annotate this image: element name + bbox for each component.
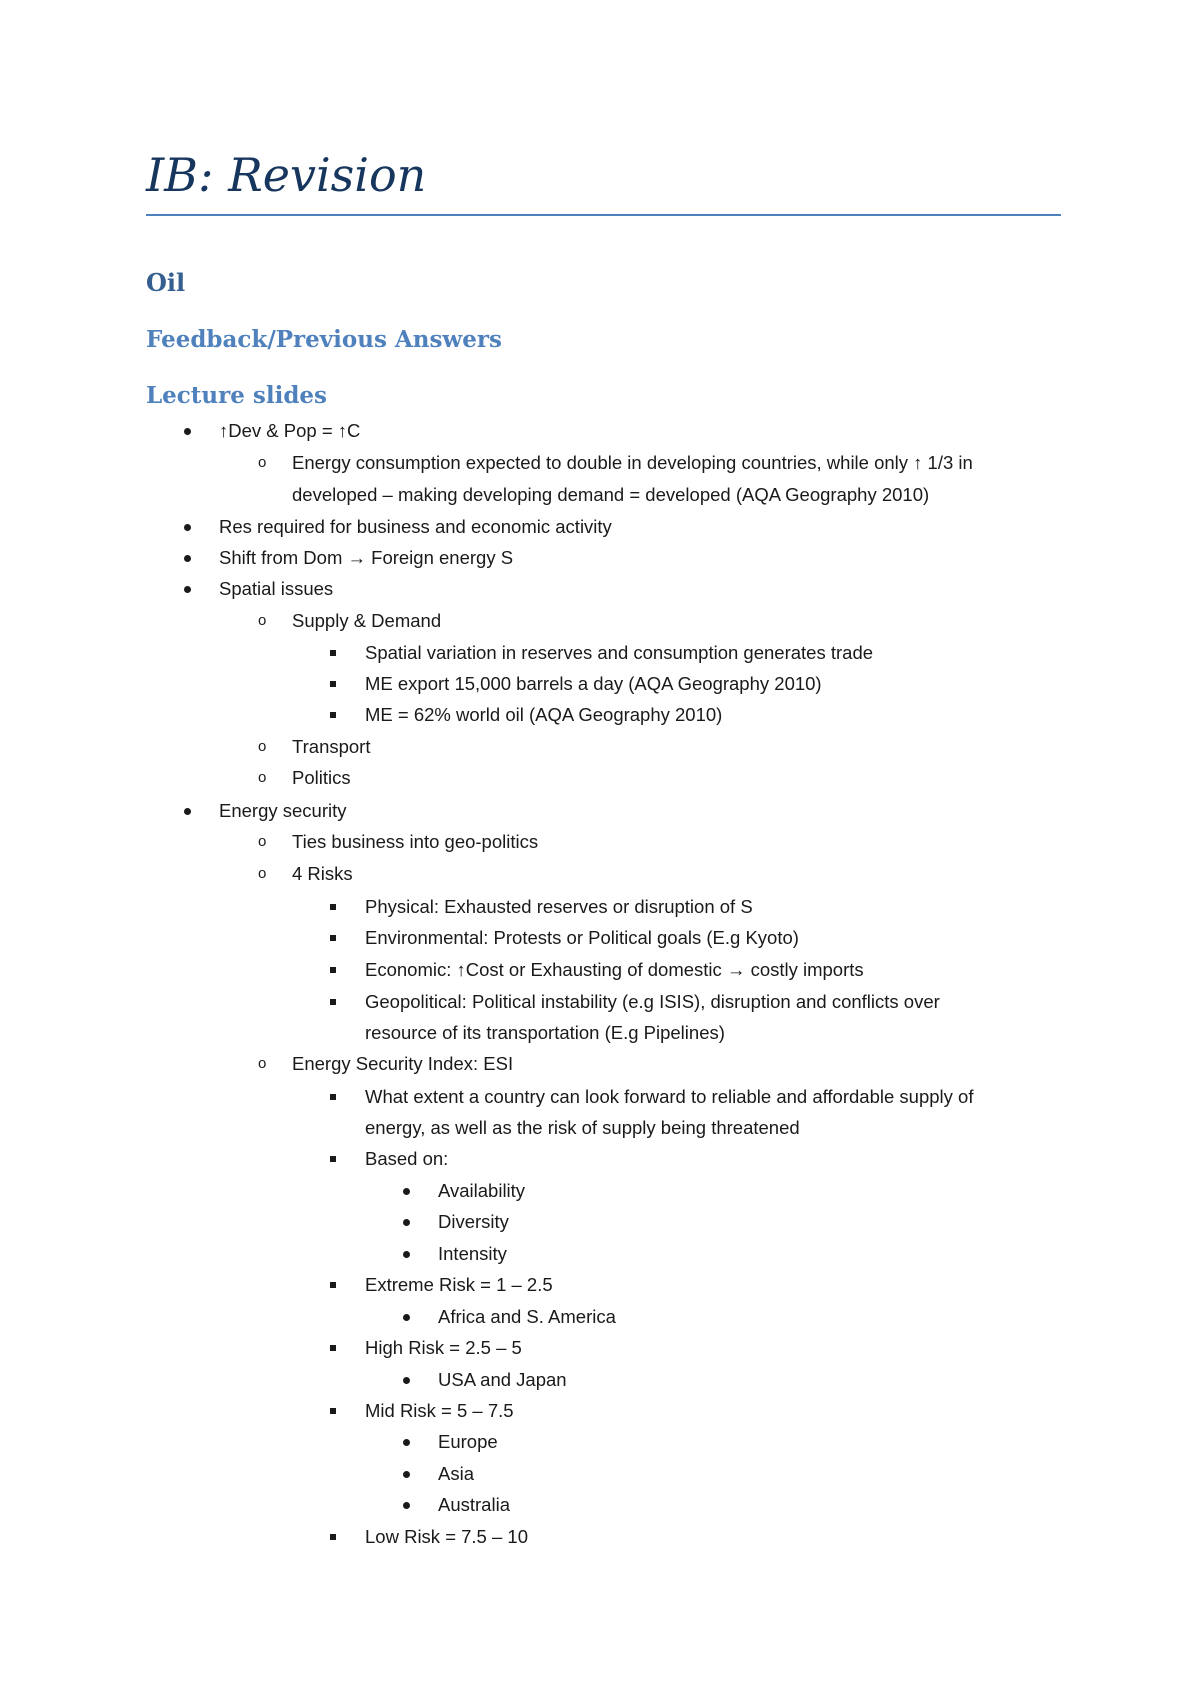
bullet-circle-icon: o	[258, 1055, 267, 1072]
heading-feedback: Feedback/Previous Answers	[146, 326, 502, 353]
title-underline	[146, 214, 1061, 216]
bullet-circle-icon: o	[258, 833, 267, 850]
bullet-circle-icon: o	[258, 769, 267, 786]
document-title: IB: Revision	[146, 148, 427, 202]
document-page: IB: Revision Oil Feedback/Previous Answers Lecture slides ↑Dev & Pop = ↑C o Energy consumption expected to double in developing countries, while only ↑ 1/3 in developed – making developing demand = developed (AQA Geography 2010) Res required for business and economic activity Shift from Dom → Foreign energy S Spatial issues o Supply & Demand Spatial variation in reserves and consumption generates trade ME export 15,000 barrels a day (AQA Geography 2010) ME = 62% world oil (AQA Geography 2010) o Transport o Politics Energy security o Ties business into geo-politics o 4 Risks Physical: Exhausted reserves or disruption of S Environmental: Protests or Political goals (E.g Kyoto) Economic: ↑Cost or Exhausting of domestic → costly imports Geopolitical: Political instability (e.g ISIS), disruption and conflicts over resource of its transportation (E.g Pipelines) o Energy Security Index: ESI What extent a country can look forward to reliable and affordable supply of energy, as well as the risk of supply being threatened Based on: Availability Diversity Intensity Extreme Risk = 1 – 2.5 Africa and S. America High Risk = 2.5 – 5 USA and Japan Mid Risk = 5 – 7.5 Europe Asia Australia Low Risk = 7.5 – 10	[0, 0, 1200, 1698]
bullet-circle-icon: o	[258, 865, 267, 882]
heading-lecture-slides: Lecture slides	[146, 382, 328, 409]
bullet-circle-icon: o	[258, 738, 267, 755]
bullet-circle-icon: o	[258, 454, 267, 471]
heading-oil: Oil	[146, 268, 186, 297]
bullet-circle-icon: o	[258, 612, 267, 629]
